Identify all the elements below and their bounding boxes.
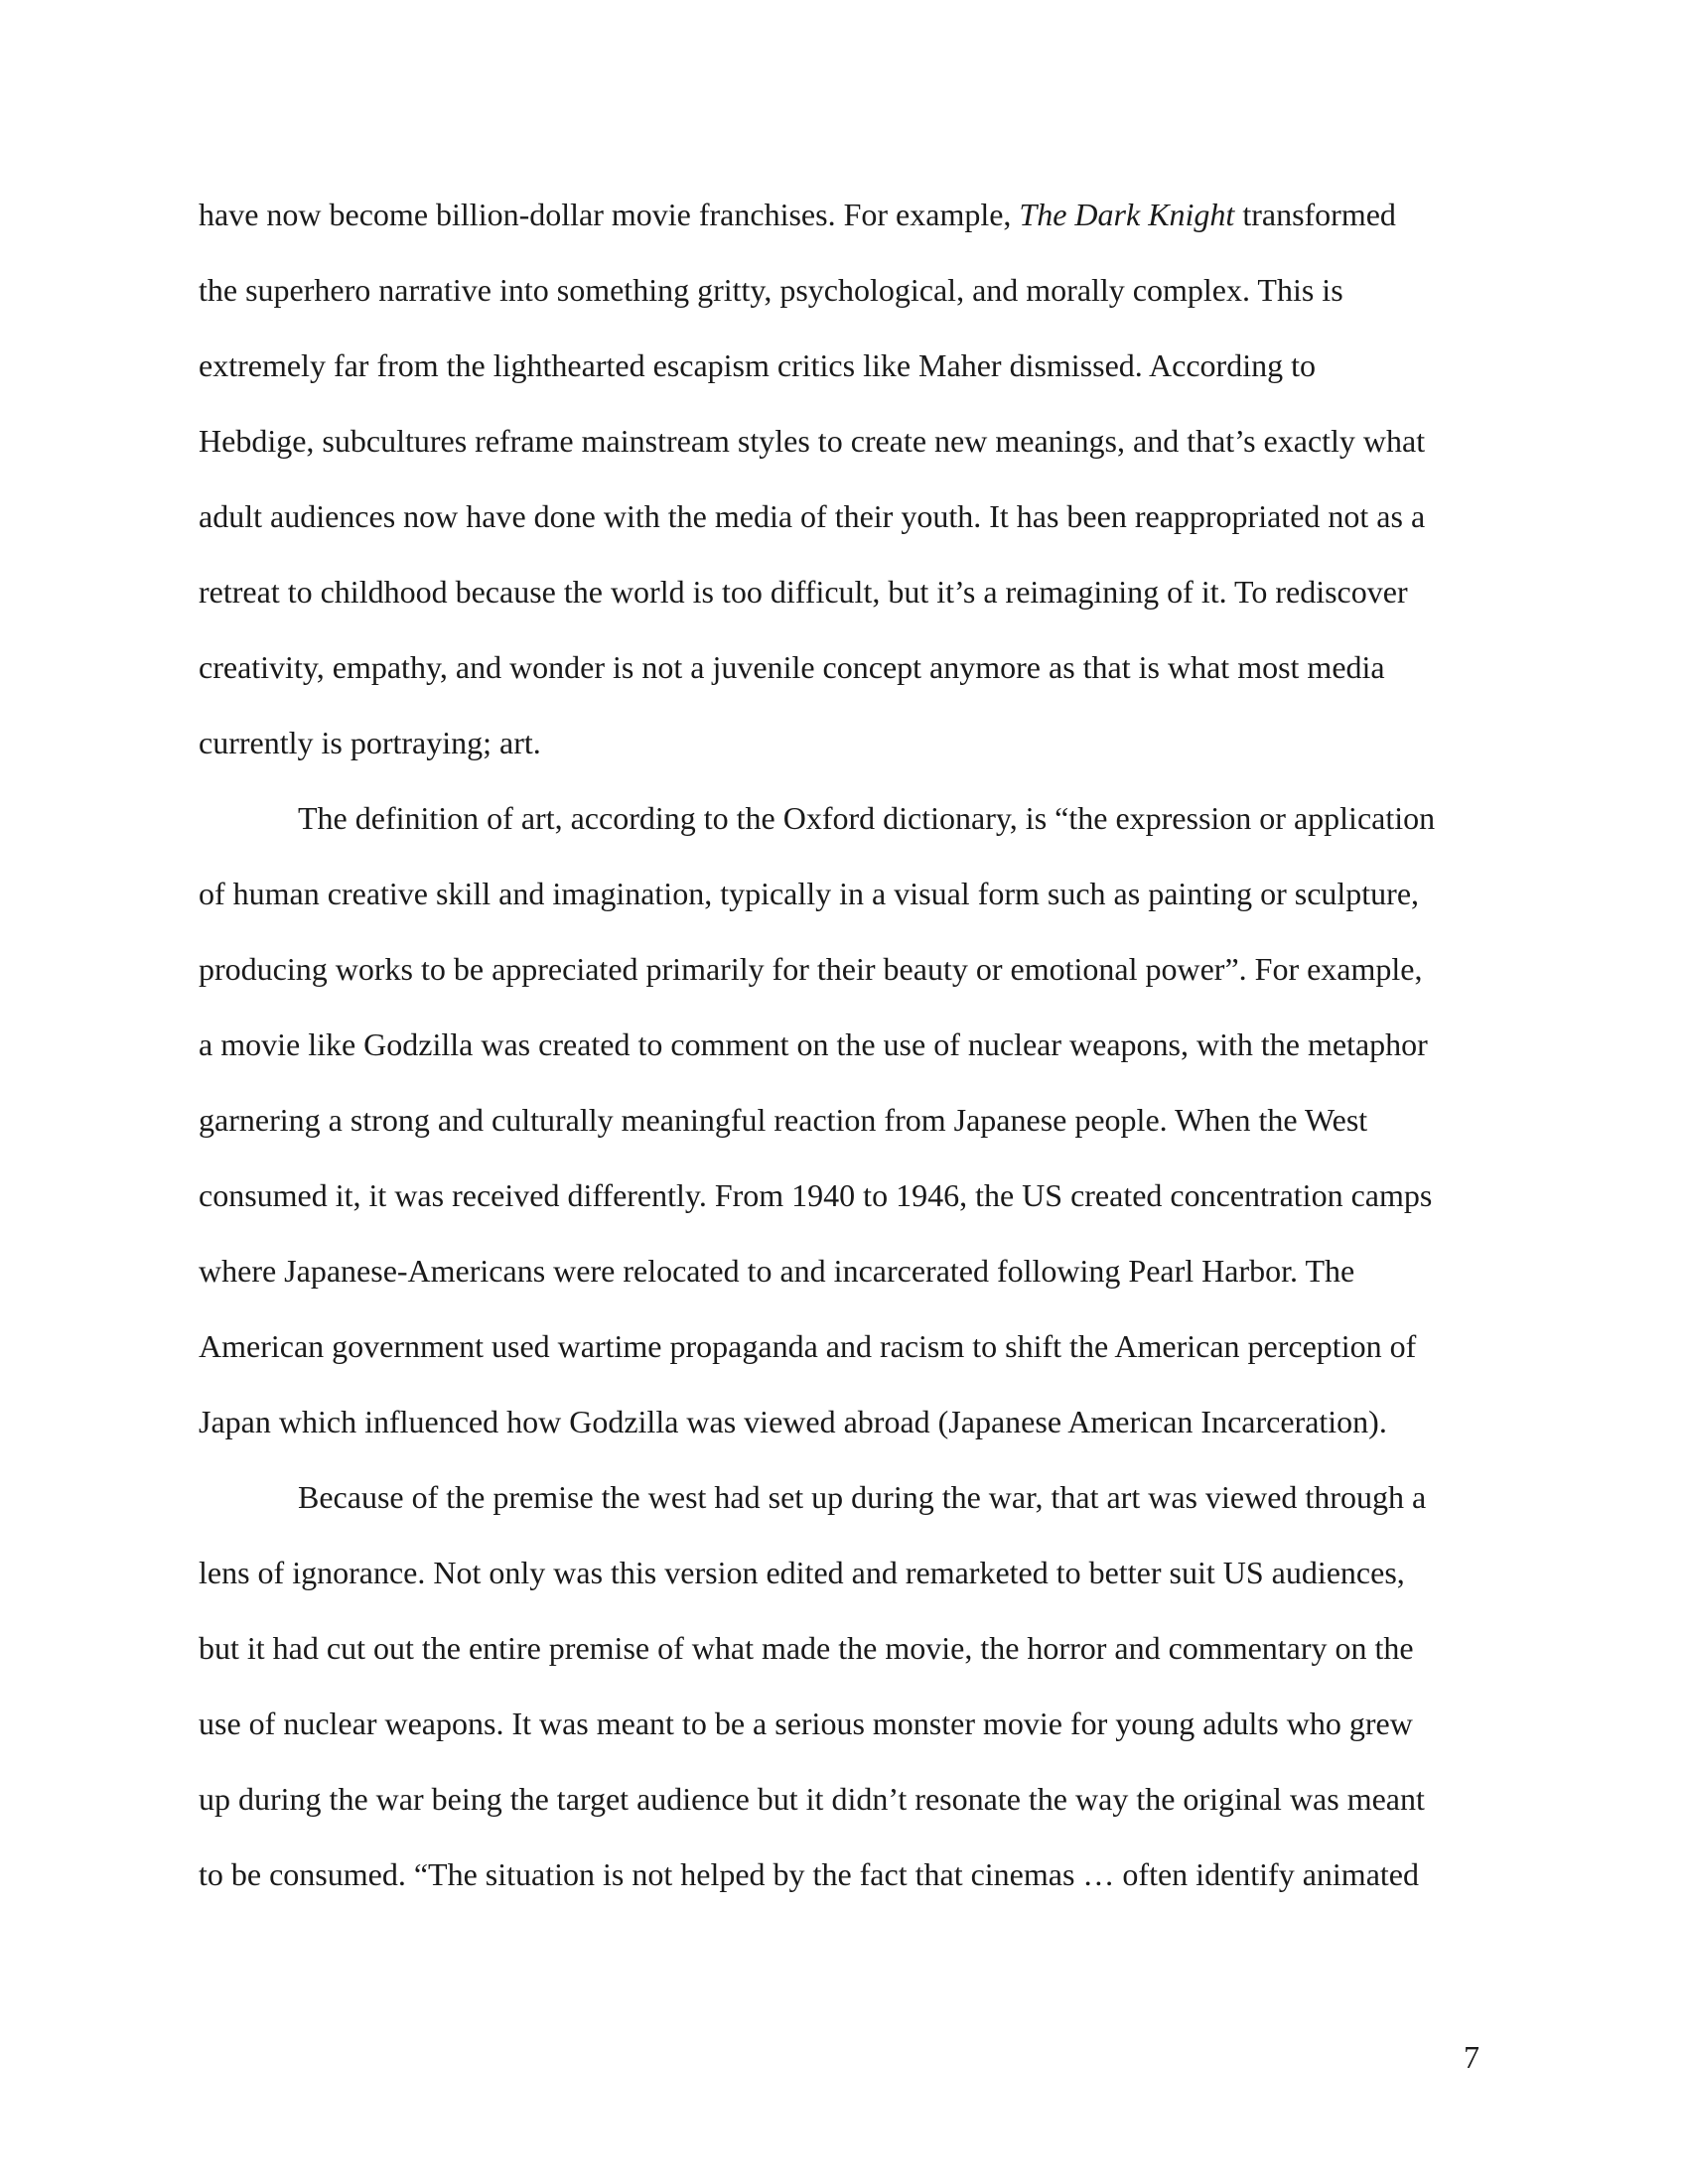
text-line-14: consumed it, it was received differently. From 1940 to 1946, the US created concentration camps [199, 1177, 1433, 1213]
text-line-8: currently is portraying; art. [199, 725, 541, 760]
text-line-13: garnering a strong and culturally meaningful reaction from Japanese people. When the West [199, 1102, 1368, 1138]
text-line-5: adult audiences now have done with the media of their youth. It has been reappropriated not as a [199, 498, 1426, 534]
text-line-22: up during the war being the target audience but it didn’t resonate the way the original was meant [199, 1781, 1425, 1817]
text-line-19: lens of ignorance. Not only was this version edited and remarketed to better suit US audiences, [199, 1555, 1405, 1590]
text-line-16: American government used wartime propaganda and racism to shift the American perception of [199, 1328, 1417, 1364]
text-line-21: use of nuclear weapons. It was meant to be a serious monster movie for young adults who grew [199, 1706, 1413, 1741]
text-line-17: Japan which influenced how Godzilla was viewed abroad (Japanese American Incarceration). [199, 1404, 1387, 1439]
text-line-4: Hebdige, subcultures reframe mainstream styles to create new meanings, and that’s exactly what [199, 423, 1426, 459]
text-line-1-pre: have now become billion-dollar movie franchises. For example, [199, 197, 1020, 232]
text-line-3: extremely far from the lighthearted escapism critics like Maher dismissed. According to [199, 347, 1316, 383]
text-line-9: The definition of art, according to the Oxford dictionary, is “the expression or application [298, 800, 1436, 836]
text-line-7: creativity, empathy, and wonder is not a juvenile concept anymore as that is what most media [199, 649, 1385, 685]
text-line-12: a movie like Godzilla was created to comment on the use of nuclear weapons, with the metaphor [199, 1026, 1428, 1062]
text-line-11: producing works to be appreciated primarily for their beauty or emotional power”. For example, [199, 951, 1423, 987]
text-line-10: of human creative skill and imagination, typically in a visual form such as painting or sculpture, [199, 876, 1420, 911]
text-line-23: to be consumed. “The situation is not helped by the fact that cinemas … often identify animated [199, 1856, 1419, 1892]
text-line-1-post: transformed [1234, 197, 1396, 232]
text-line-20: but it had cut out the entire premise of what made the movie, the horror and commentary on the [199, 1630, 1414, 1666]
text-line-15: where Japanese-Americans were relocated to and incarcerated following Pearl Harbor. The [199, 1253, 1355, 1289]
text-line-18: Because of the premise the west had set up during the war, that art was viewed through a [298, 1479, 1427, 1515]
text-line-1 [199, 195, 1396, 234]
text-line-2: the superhero narrative into something gritty, psychological, and morally complex. This is [199, 272, 1343, 308]
text-line-6: retreat to childhood because the world is too difficult, but it’s a reimagining of it. To rediscover [199, 574, 1408, 610]
film-title-italic: The Dark Knight [1019, 197, 1235, 232]
page-number: 7 [1464, 2039, 1479, 2075]
